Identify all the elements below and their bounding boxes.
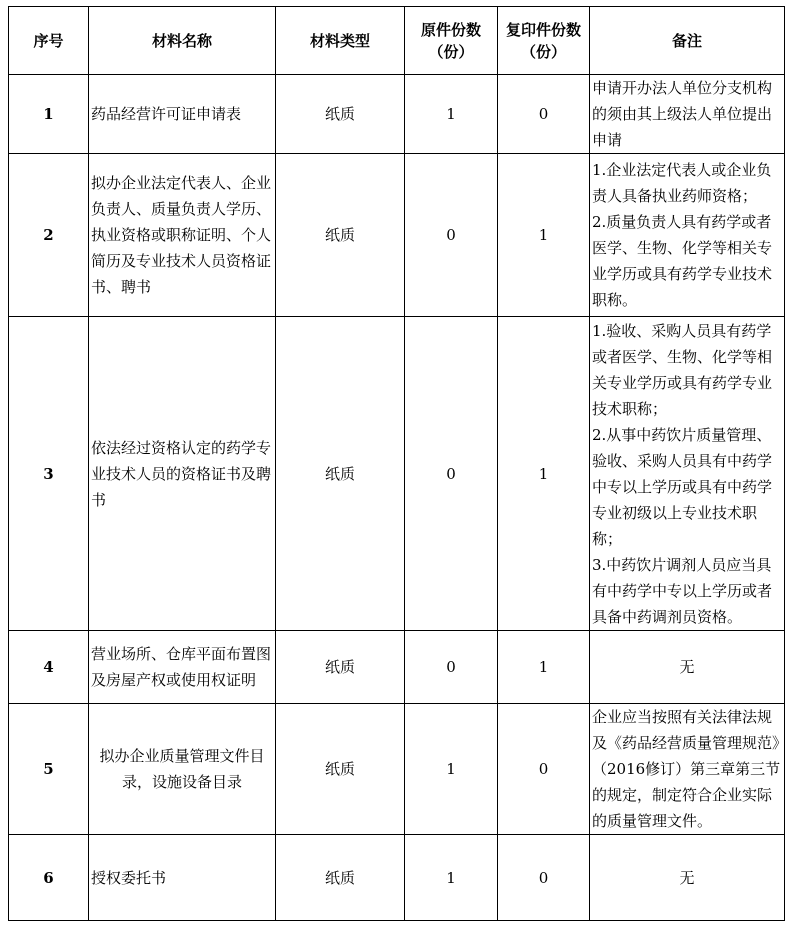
original-count: 1 xyxy=(405,835,498,921)
original-count: 1 xyxy=(405,75,498,154)
copy-count: 0 xyxy=(498,835,590,921)
material-name: 药品经营许可证申请表 xyxy=(89,75,276,154)
header-type: 材料类型 xyxy=(276,7,405,75)
material-type: 纸质 xyxy=(276,75,405,154)
material-type: 纸质 xyxy=(276,631,405,704)
note-line: 1.企业法定代表人或企业负责人具备执业药师资格； xyxy=(592,161,772,205)
copy-count: 1 xyxy=(498,631,590,704)
original-count: 1 xyxy=(405,704,498,835)
row-index: 1 xyxy=(9,75,89,154)
materials-table xyxy=(8,6,785,921)
note-line: 2.从事中药饮片质量管理、验收、采购人员具有中药学中专以上学历或具有中药学专业初级以上专业技术职称； xyxy=(592,425,773,548)
table-row xyxy=(9,154,785,317)
header-name: 材料名称 xyxy=(89,7,276,75)
material-type: 纸质 xyxy=(276,154,405,317)
table-row xyxy=(9,631,785,704)
row-index: 5 xyxy=(9,704,89,835)
original-count: 0 xyxy=(405,154,498,317)
material-name: 营业场所、仓库平面布置图及房屋产权或使用权证明 xyxy=(89,631,276,704)
material-type: 纸质 xyxy=(276,835,405,921)
row-index: 3 xyxy=(9,317,89,631)
material-type: 纸质 xyxy=(276,317,405,631)
note-line: 1.验收、采购人员具有药学或者医学、生物、化学等相关专业学历或具有药学专业技术职称； xyxy=(592,321,773,418)
row-index: 6 xyxy=(9,835,89,921)
table-header-row xyxy=(9,7,785,75)
table-row xyxy=(9,835,785,921)
material-name: 拟办企业法定代表人、企业负责人、质量负责人学历、执业资格或职称证明、个人简历及专业技术人员资格证书、聘书 xyxy=(89,154,276,317)
note: 无 xyxy=(590,835,785,921)
copy-count: 1 xyxy=(498,317,590,631)
row-index: 4 xyxy=(9,631,89,704)
original-count: 0 xyxy=(405,317,498,631)
copy-count: 0 xyxy=(498,75,590,154)
note: 申请开办法人单位分支机构的须由其上级法人单位提出申请 xyxy=(590,75,785,154)
copy-count: 0 xyxy=(498,704,590,835)
header-original-count: 原件份数（份） xyxy=(405,7,498,75)
material-name: 依法经过资格认定的药学专业技术人员的资格证书及聘书 xyxy=(89,317,276,631)
table-row xyxy=(9,75,785,154)
header-index: 序号 xyxy=(9,7,89,75)
note xyxy=(590,154,785,317)
header-note: 备注 xyxy=(590,7,785,75)
note-line: 2.质量负责人具有药学或者医学、生物、化学等相关专业学历或具有药学专业技术职称。 xyxy=(592,213,773,309)
original-count: 0 xyxy=(405,631,498,704)
note: 企业应当按照有关法律法规及《药品经营质量管理规范》（2016修订）第三章第三节的规定，制定符合企业实际的质量管理文件。 xyxy=(590,704,785,835)
table-row xyxy=(9,704,785,835)
header-copy-count: 复印件份数（份） xyxy=(498,7,590,75)
note-line: 3.中药饮片调剂人员应当具有中药学中专以上学历或者具备中药调剂员资格。 xyxy=(592,555,773,626)
material-name: 拟办企业质量管理文件目录，设施设备目录 xyxy=(89,704,276,835)
note: 无 xyxy=(590,631,785,704)
material-name: 授权委托书 xyxy=(89,835,276,921)
table-row xyxy=(9,317,785,631)
row-index: 2 xyxy=(9,154,89,317)
note xyxy=(590,317,785,631)
material-type: 纸质 xyxy=(276,704,405,835)
copy-count: 1 xyxy=(498,154,590,317)
